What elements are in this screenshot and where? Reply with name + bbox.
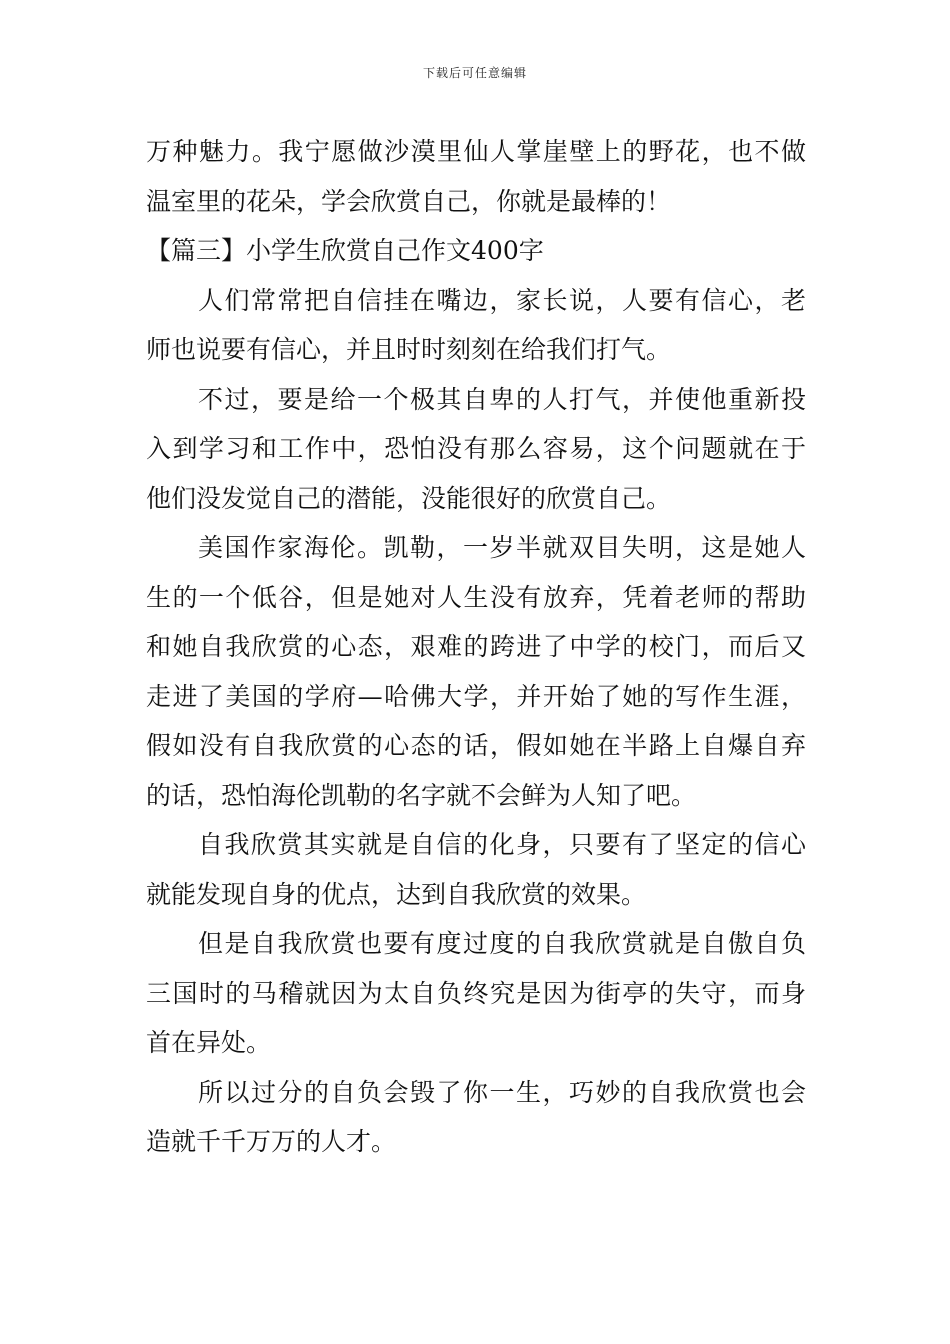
- text-line: 首在异处。: [146, 1028, 272, 1057]
- text-line: 生的一个低谷，但是她对人生没有放弃，凭着老师的帮助: [146, 582, 806, 612]
- section-heading: 【篇三】小学生欣赏自己作文400字: [146, 236, 544, 265]
- paragraph-start-line: 自我欣赏其实就是自信的化身，只要有了坚定的信心: [198, 830, 806, 859]
- text-line: 三国时的马稽就因为太自负终究是因为街亭的失守，而身: [146, 978, 806, 1008]
- paragraph-start-line: 但是自我欣赏也要有度过度的自我欣赏就是自傲自负: [198, 929, 806, 958]
- paragraph-start-line: 人们常常把自信挂在嘴边，家长说，人要有信心，老: [198, 285, 806, 315]
- page-header: 下载后可任意编辑: [422, 66, 527, 80]
- text-line: 的话，恐怕海伦凯勒的名字就不会鲜为人知了吧。: [146, 780, 697, 810]
- text-line: 入到学习和工作中，恐怕没有那么容易，这个问题就在于: [146, 434, 806, 463]
- paragraph-start-line: 不过，要是给一个极其自卑的人打气，并使他重新投: [198, 384, 806, 414]
- text-line: 就能发现自身的优点，达到自我欣赏的效果。: [146, 879, 647, 909]
- paragraph-start-line: 所以过分的自负会毁了你一生，巧妙的自我欣赏也会: [198, 1077, 806, 1107]
- text-line: 他们没发觉自己的潜能，没能很好的欣赏自己。: [146, 483, 672, 513]
- document-body: [146, 127, 806, 1167]
- text-line: 万种魅力。我宁愿做沙漠里仙人掌崖壁上的野花，也不做: [146, 137, 806, 166]
- paragraph-start-line: 美国作家海伦。凯勒，一岁半就双目失明，这是她人: [198, 533, 806, 562]
- text-line: 走进了美国的学府—哈佛大学，并开始了她的写作生涯，: [146, 681, 806, 711]
- text-line: 温室里的花朵，学会欣赏自己，你就是最棒的！: [146, 186, 672, 216]
- text-line: 师也说要有信心，并且时时刻刻在给我们打气。: [146, 335, 672, 364]
- text-line: 假如没有自我欣赏的心态的话，假如她在半路上自爆自弃: [146, 731, 806, 760]
- text-line: 和她自我欣赏的心态，艰难的跨进了中学的校门，而后又: [146, 632, 806, 661]
- text-line: 造就千千万万的人才。: [146, 1127, 397, 1156]
